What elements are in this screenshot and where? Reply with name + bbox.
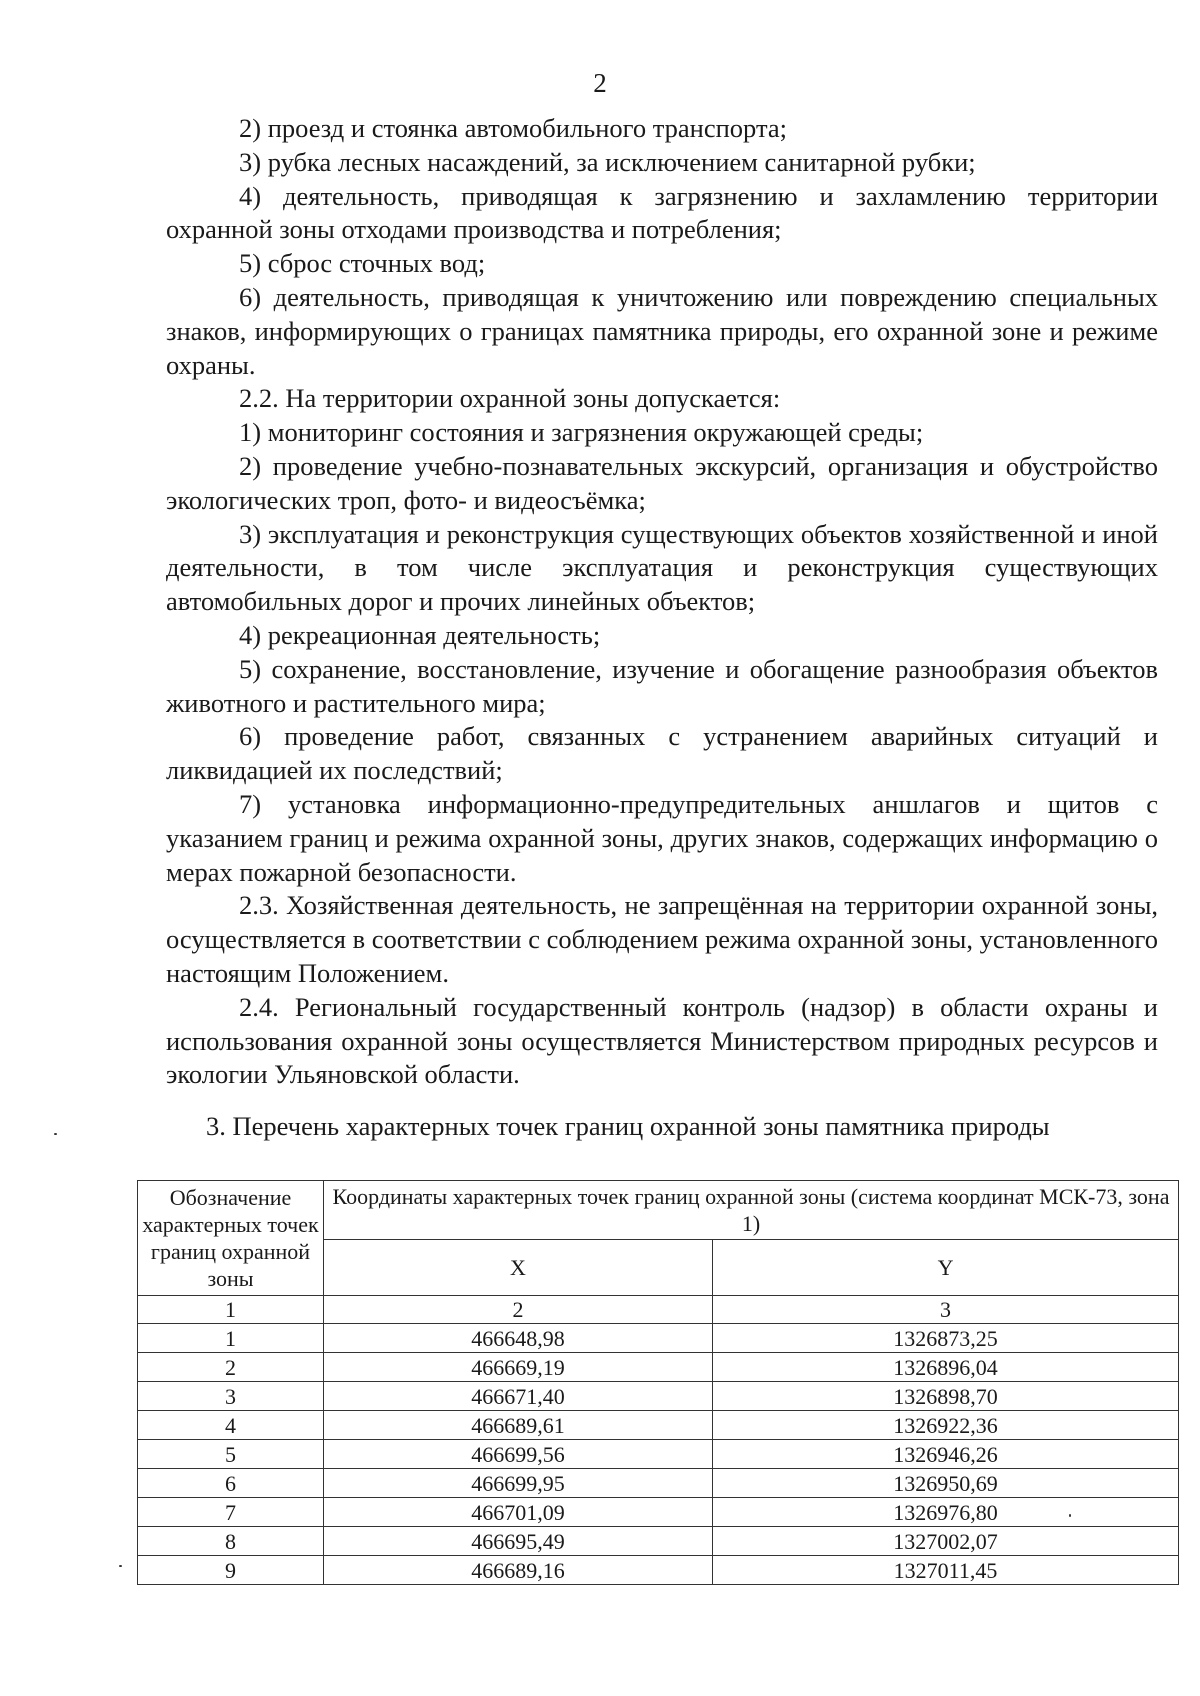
point-number: 9 — [138, 1556, 324, 1585]
list-item-4: 4) деятельность, приводящая к загрязнению и захламлению территории охранной зоны отходами производства и потребления; — [166, 180, 1158, 245]
header-y: Y — [713, 1240, 1179, 1296]
coord-x: 466689,16 — [324, 1556, 713, 1585]
list-item-5: 5) сброс сточных вод; — [239, 248, 486, 279]
allowed-item-5: 5) сохранение, восстановление, изучение и обогащение разнообразия объектов животного и растительного мира; — [166, 653, 1158, 718]
coord-x: 466699,95 — [324, 1469, 713, 1498]
coord-y: 1326950,69 — [713, 1469, 1179, 1498]
section-heading: 3. Перечень характерных точек границ охранной зоны памятника природы — [206, 1111, 1050, 1141]
table-row — [138, 1324, 1179, 1353]
list-item-2: 2) проезд и стоянка автомобильного транспорта; — [239, 113, 787, 143]
point-number: 6 — [138, 1469, 324, 1498]
coord-x: 466701,09 — [324, 1498, 713, 1527]
body-text — [166, 112, 1158, 1092]
scan-speck — [54, 1133, 57, 1135]
coord-y: 1326873,25 — [713, 1324, 1179, 1353]
header-coordinates: Координаты характерных точек границ охранной зоны (система координат МСК-73, зона 1) — [324, 1181, 1179, 1240]
table-row — [138, 1440, 1179, 1469]
column-number: 3 — [713, 1296, 1179, 1324]
point-number: 3 — [138, 1382, 324, 1411]
table-row — [138, 1556, 1179, 1585]
allowed-item-4: 4) рекреационная деятельность; — [239, 619, 601, 650]
allowed-item-1: 1) мониторинг состояния и загрязнения окружающей среды; — [239, 417, 924, 448]
column-number: 2 — [324, 1296, 713, 1324]
point-number: 8 — [138, 1527, 324, 1556]
point-number: 1 — [138, 1324, 324, 1353]
table-row — [138, 1498, 1179, 1527]
list-item-3: 3) рубка лесных насаждений, за исключением санитарной рубки; — [239, 146, 976, 177]
column-number: 1 — [138, 1296, 324, 1324]
allowed-item-7: 7) установка информационно-предупредительных аншлагов и щитов с указанием границ и режима охранной зоны, других знаков, содержащих информацию о мерах пожарной безопасности. — [166, 788, 1158, 887]
scan-speck — [1069, 1514, 1071, 1517]
coordinates-table — [137, 1180, 1179, 1585]
page-number: 2 — [593, 68, 607, 98]
coord-y: 1327011,45 — [713, 1556, 1179, 1585]
allowed-item-6: 6) проведение работ, связанных с устранением аварийных ситуаций и ликвидацией их последствий; — [166, 721, 1158, 786]
coord-y: 1326898,70 — [713, 1382, 1179, 1411]
clause-2-3: 2.3. Хозяйственная деятельность, не запрещённая на территории охранной зоны, осуществляется в соответствии с соблюдением режима охранной зоны, установленного настоящим Положением. — [166, 890, 1158, 988]
clause-2-2: 2.2. На территории охранной зоны допускается: — [239, 383, 781, 414]
table-row — [138, 1411, 1179, 1440]
coord-y: 1326896,04 — [713, 1353, 1179, 1382]
table-row — [138, 1353, 1179, 1382]
coord-x: 466648,98 — [324, 1324, 713, 1353]
coord-y: 1327002,07 — [713, 1527, 1179, 1556]
point-number: 4 — [138, 1411, 324, 1440]
header-x: X — [324, 1240, 713, 1296]
coord-x: 466669,19 — [324, 1353, 713, 1382]
coord-x: 466689,61 — [324, 1411, 713, 1440]
header-point-designation: Обозначение характерных точек границ охранной зоны — [138, 1181, 324, 1296]
point-number: 5 — [138, 1440, 324, 1469]
coord-x: 466695,49 — [324, 1527, 713, 1556]
table-row — [138, 1469, 1179, 1498]
table-header-row — [138, 1181, 1179, 1240]
clause-2-4: 2.4. Региональный государственный контроль (надзор) в области охраны и использования охранной зоны осуществляется Министерством природных ресурсов и экологии Ульяновской области. — [166, 991, 1158, 1090]
coord-y: 1326922,36 — [713, 1411, 1179, 1440]
scan-speck — [119, 1565, 122, 1567]
allowed-item-2: 2) проведение учебно-познавательных экскурсий, организация и обустройство экологических троп, фото- и видеосъёмка; — [166, 450, 1158, 515]
column-number-row — [138, 1296, 1179, 1324]
point-number: 7 — [138, 1498, 324, 1527]
table-row — [138, 1382, 1179, 1411]
coord-x: 466699,56 — [324, 1440, 713, 1469]
coord-y: 1326976,80 — [713, 1498, 1179, 1527]
point-number: 2 — [138, 1353, 324, 1382]
table-row — [138, 1527, 1179, 1556]
coord-x: 466671,40 — [324, 1382, 713, 1411]
coord-y: 1326946,26 — [713, 1440, 1179, 1469]
allowed-item-3: 3) эксплуатация и реконструкция существующих объектов хозяйственной и иной деятельности, в том числе эксплуатация и реконструкция существующих автомобильных дорог и прочих линейных объектов; — [166, 518, 1158, 617]
list-item-6: 6) деятельность, приводящая к уничтожению или повреждению специальных знаков, информирующих о границах памятника природы, его охранной зоне и режиме охраны. — [166, 281, 1158, 380]
